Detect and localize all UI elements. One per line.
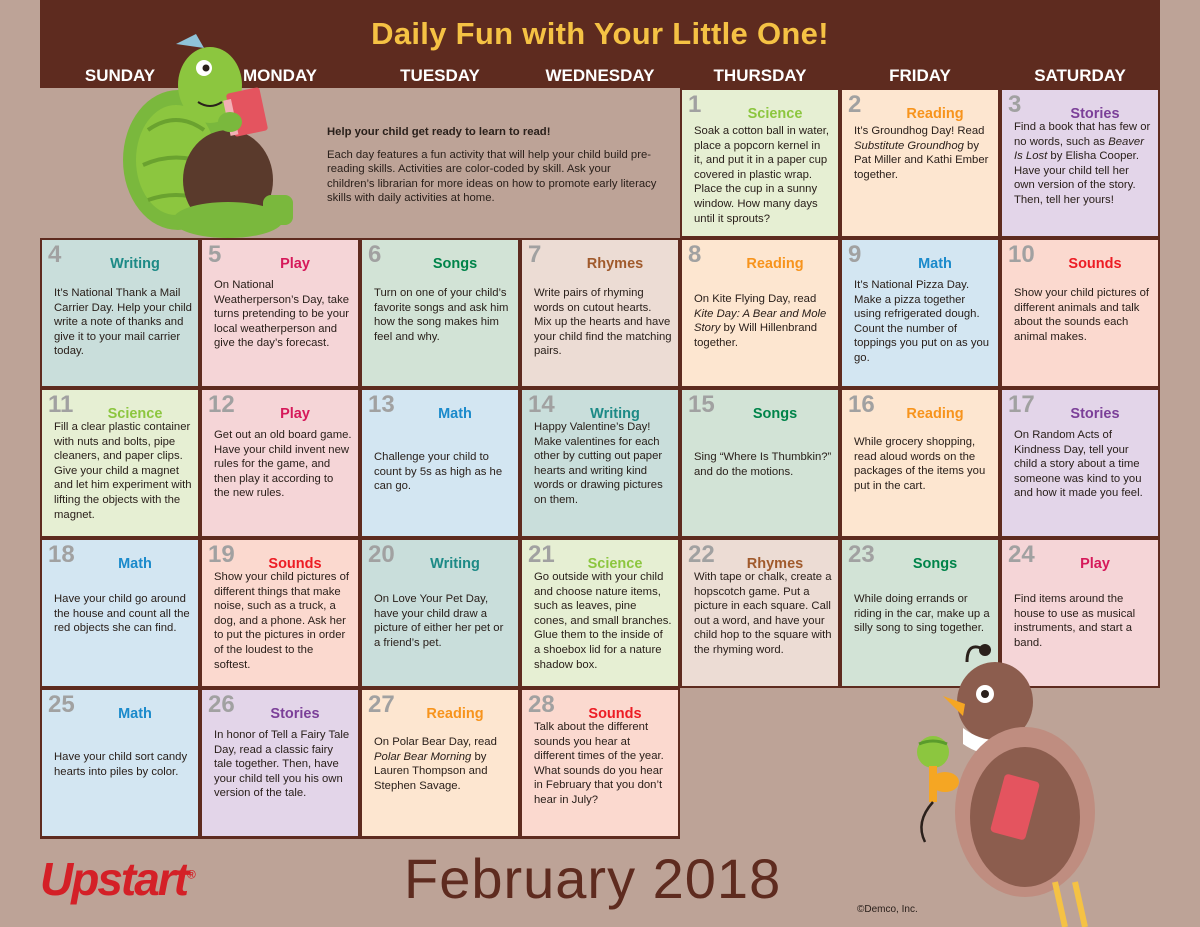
day-number: 23 [848, 541, 875, 568]
activity-text: Sing “Where Is Thumbkin?” and do the motions. [694, 451, 832, 478]
day-number: 18 [48, 541, 75, 568]
skill-label: Play [280, 406, 310, 422]
day-header-monday: MONDAY [243, 66, 317, 85]
skill-label: Reading [426, 706, 484, 722]
skill-label: Stories [1070, 406, 1120, 422]
activity-text: Find a book that has few or no words, such as Beaver Is Lost by Elisha Cooper. Have your child tell her own version of the story. Then, tell her yours! [1014, 121, 1151, 206]
day-number: 5 [208, 241, 222, 268]
skill-label: Science [107, 406, 163, 422]
day-number: 24 [1008, 541, 1035, 568]
day-cell-25 [42, 690, 198, 836]
activity-text: Get out an old board game. Have your child invent new rules for the game, and then play it according to the new rules. [214, 429, 352, 500]
skill-label: Rhymes [746, 556, 804, 572]
skill-label: Songs [752, 406, 798, 422]
day-number: 27 [368, 691, 395, 718]
calendar-title: Daily Fun with Your Little One! [371, 16, 829, 51]
day-header-wednesday: WEDNESDAY [545, 66, 655, 85]
activity-text: With tape or chalk, create a hopscotch game. Put a picture in each square. Call out a word, and have your child hop to the square with the rhyming word. [694, 571, 832, 656]
month-title: February 2018 [404, 847, 782, 910]
day-number: 16 [848, 391, 875, 418]
activity-text: Have your child go around the house and count all the red objects she can find. [54, 593, 190, 635]
day-cell-1 [682, 90, 838, 236]
day-cell-26 [202, 690, 358, 836]
day-header-tuesday: TUESDAY [400, 66, 480, 85]
skill-label: Sounds [1068, 256, 1122, 272]
day-cell-7 [522, 240, 678, 386]
logo-registered-mark: ® [187, 867, 196, 882]
activity-text: On Love Your Pet Day, have your child draw a picture of either her pet or a friend’s pet. [374, 593, 504, 649]
skill-label: Math [918, 256, 952, 272]
skill-label: Writing [590, 406, 640, 422]
activity-text: While doing errands or riding in the car, make up a silly song to sing together. [854, 593, 990, 635]
skill-label: Songs [912, 556, 958, 572]
skill-label: Reading [906, 406, 964, 422]
activity-text: Show your child pictures of different things that make noise, such as a truck, a dog, and a phone. Ask her to put the pictures in order of the loudest to the softest. [214, 571, 350, 671]
intro-panel [327, 125, 657, 206]
skill-label: Writing [110, 256, 160, 272]
activity-text: Challenge your child to count by 5s as high as he can go. [374, 451, 503, 493]
upstart-logo [40, 852, 196, 906]
day-number: 13 [368, 391, 395, 418]
day-cell-17 [1002, 390, 1158, 536]
day-number: 12 [208, 391, 235, 418]
day-number: 9 [848, 241, 862, 268]
day-number: 21 [528, 541, 555, 568]
skill-label: Sounds [268, 556, 322, 572]
activity-text: It’s Groundhog Day! Read Substitute Groundhog by Pat Miller and Kathi Ember together. [854, 125, 989, 181]
day-number: 2 [848, 91, 862, 118]
skill-label: Sounds [588, 706, 642, 722]
day-number: 22 [688, 541, 715, 568]
day-cell-18 [42, 540, 198, 686]
day-cell-28 [522, 690, 678, 836]
day-header-saturday: SATURDAY [1034, 66, 1126, 85]
skill-label: Science [587, 556, 643, 572]
activity-text: Have your child sort candy hearts into piles by color. [54, 751, 188, 778]
activity-text: Turn on one of your child’s favorite songs and ask him how the song makes him feel and why. [374, 287, 509, 343]
skill-label: Stories [270, 706, 320, 722]
skill-label: Songs [432, 256, 478, 272]
turtle-illustration [118, 30, 318, 240]
day-header-friday: FRIDAY [889, 66, 951, 85]
activity-text: Happy Valentine’s Day! Make valentines for each other by cutting out paper hearts and writing kind words or drawing pictures on them. [534, 421, 663, 506]
day-number: 20 [368, 541, 395, 568]
activity-text: Go outside with your child and choose nature items, such as leaves, pine cones, and small branches. Glue them to the inside of a shoebox lid for a nature shadow box. [534, 571, 672, 671]
day-cell-22 [682, 540, 838, 686]
activity-text: On Polar Bear Day, read Polar Bear Morning by Lauren Thompson and Stephen Savage. [374, 736, 497, 792]
day-number: 28 [528, 691, 555, 718]
activity-text: In honor of Tell a Fairy Tale Day, read a classic fairy tale together. Then, have your child tell you his own version of the tale. [214, 729, 350, 800]
activity-text: On Kite Flying Day, read Kite Day: A Bear and Mole Story by Will Hillenbrand together. [694, 293, 827, 349]
day-cell-12 [202, 390, 358, 536]
day-number: 15 [688, 391, 715, 418]
activity-text: Talk about the different sounds you hear at different times of the year. What sounds do you hear in February that you don’t hear in July? [534, 721, 664, 806]
day-number: 26 [208, 691, 235, 718]
day-cell-19 [202, 540, 358, 686]
day-header-sunday: SUNDAY [84, 66, 156, 85]
skill-label: Play [280, 256, 310, 272]
intro-body: Each day features a fun activity that will help your child build pre-reading skills. Activities are color-coded by skill. Ask your children’s librarian for more ideas on how to promote early literacy skills with daily activities at home. [327, 148, 657, 204]
skill-label: Reading [906, 106, 964, 122]
day-cell-3 [1002, 90, 1158, 236]
day-cell-13 [362, 390, 518, 536]
skill-label: Math [118, 706, 152, 722]
logo-text: Upstart [40, 853, 188, 905]
day-cell-16 [842, 390, 998, 536]
day-header-thursday: THURSDAY [713, 66, 807, 85]
day-cell-4 [42, 240, 198, 386]
day-cell-11 [42, 390, 198, 536]
copyright: ©Demco, Inc. [857, 904, 918, 915]
day-number: 17 [1008, 391, 1035, 418]
skill-label: Math [118, 556, 152, 572]
day-number: 19 [208, 541, 235, 568]
day-number: 3 [1008, 91, 1022, 118]
day-number: 14 [528, 391, 555, 418]
day-cell-2 [842, 90, 998, 236]
skill-label: Reading [746, 256, 804, 272]
activity-text: Soak a cotton ball in water, place a popcorn kernel in it, and put it in a paper cup covered in plastic wrap. Place the cup in a sunny window. How many days until it sprouts? [694, 125, 830, 225]
activity-text: On National Weatherperson’s Day, take turns pretending to be your local weatherperson and give the day’s forecast. [214, 279, 350, 350]
day-cell-14 [522, 390, 678, 536]
day-number: 6 [368, 241, 382, 268]
activity-text: Fill a clear plastic container with nuts and bolts, pipe cleaners, and paper clips. Give your child a magnet and let him experiment with lifting the objects with the magnet. [54, 421, 192, 521]
day-cell-15 [682, 390, 838, 536]
skill-label: Play [1080, 556, 1110, 572]
day-cell-5 [202, 240, 358, 386]
activity-text: It’s National Pizza Day. Make a pizza together using refrigerated dough. Count the number of toppings you put on as you go. [854, 279, 990, 364]
day-cell-9 [842, 240, 998, 386]
day-cell-6 [362, 240, 518, 386]
day-number: 8 [688, 241, 702, 268]
day-number: 1 [688, 91, 702, 118]
day-number: 7 [528, 241, 542, 268]
day-number: 11 [48, 391, 74, 418]
activity-text: Write pairs of rhyming words on cutout hearts. Mix up the hearts and have your child find the matching pairs. [534, 287, 672, 358]
activity-text: Show your child pictures of different animals and talk about the sounds each animal makes. [1014, 287, 1150, 343]
bird-illustration [905, 632, 1105, 927]
day-cell-8 [682, 240, 838, 386]
activity-text: It’s National Thank a Mail Carrier Day. Help your child write a note of thanks and give it to your mail carrier today. [54, 287, 192, 358]
day-number: 4 [48, 241, 62, 268]
day-number: 10 [1008, 241, 1035, 268]
activity-text: On Random Acts of Kindness Day, tell your child a story about a time someone was kind to you and how it made you feel. [1014, 429, 1143, 500]
skill-label: Stories [1070, 106, 1120, 122]
activity-text: While grocery shopping, read aloud words on the packages of the items you put in the cart. [854, 436, 986, 492]
activity-text: Find items around the house to use as musical instruments, and start a band. [1014, 593, 1136, 649]
day-cell-20 [362, 540, 518, 686]
day-cell-21 [522, 540, 678, 686]
skill-label: Writing [430, 556, 480, 572]
skill-label: Rhymes [586, 256, 644, 272]
day-cell-10 [1002, 240, 1158, 386]
day-cell-27 [362, 690, 518, 836]
skill-label: Math [438, 406, 472, 422]
intro-heading: Help your child get ready to learn to read! [327, 126, 551, 138]
day-number: 25 [48, 691, 75, 718]
skill-label: Science [747, 106, 803, 122]
